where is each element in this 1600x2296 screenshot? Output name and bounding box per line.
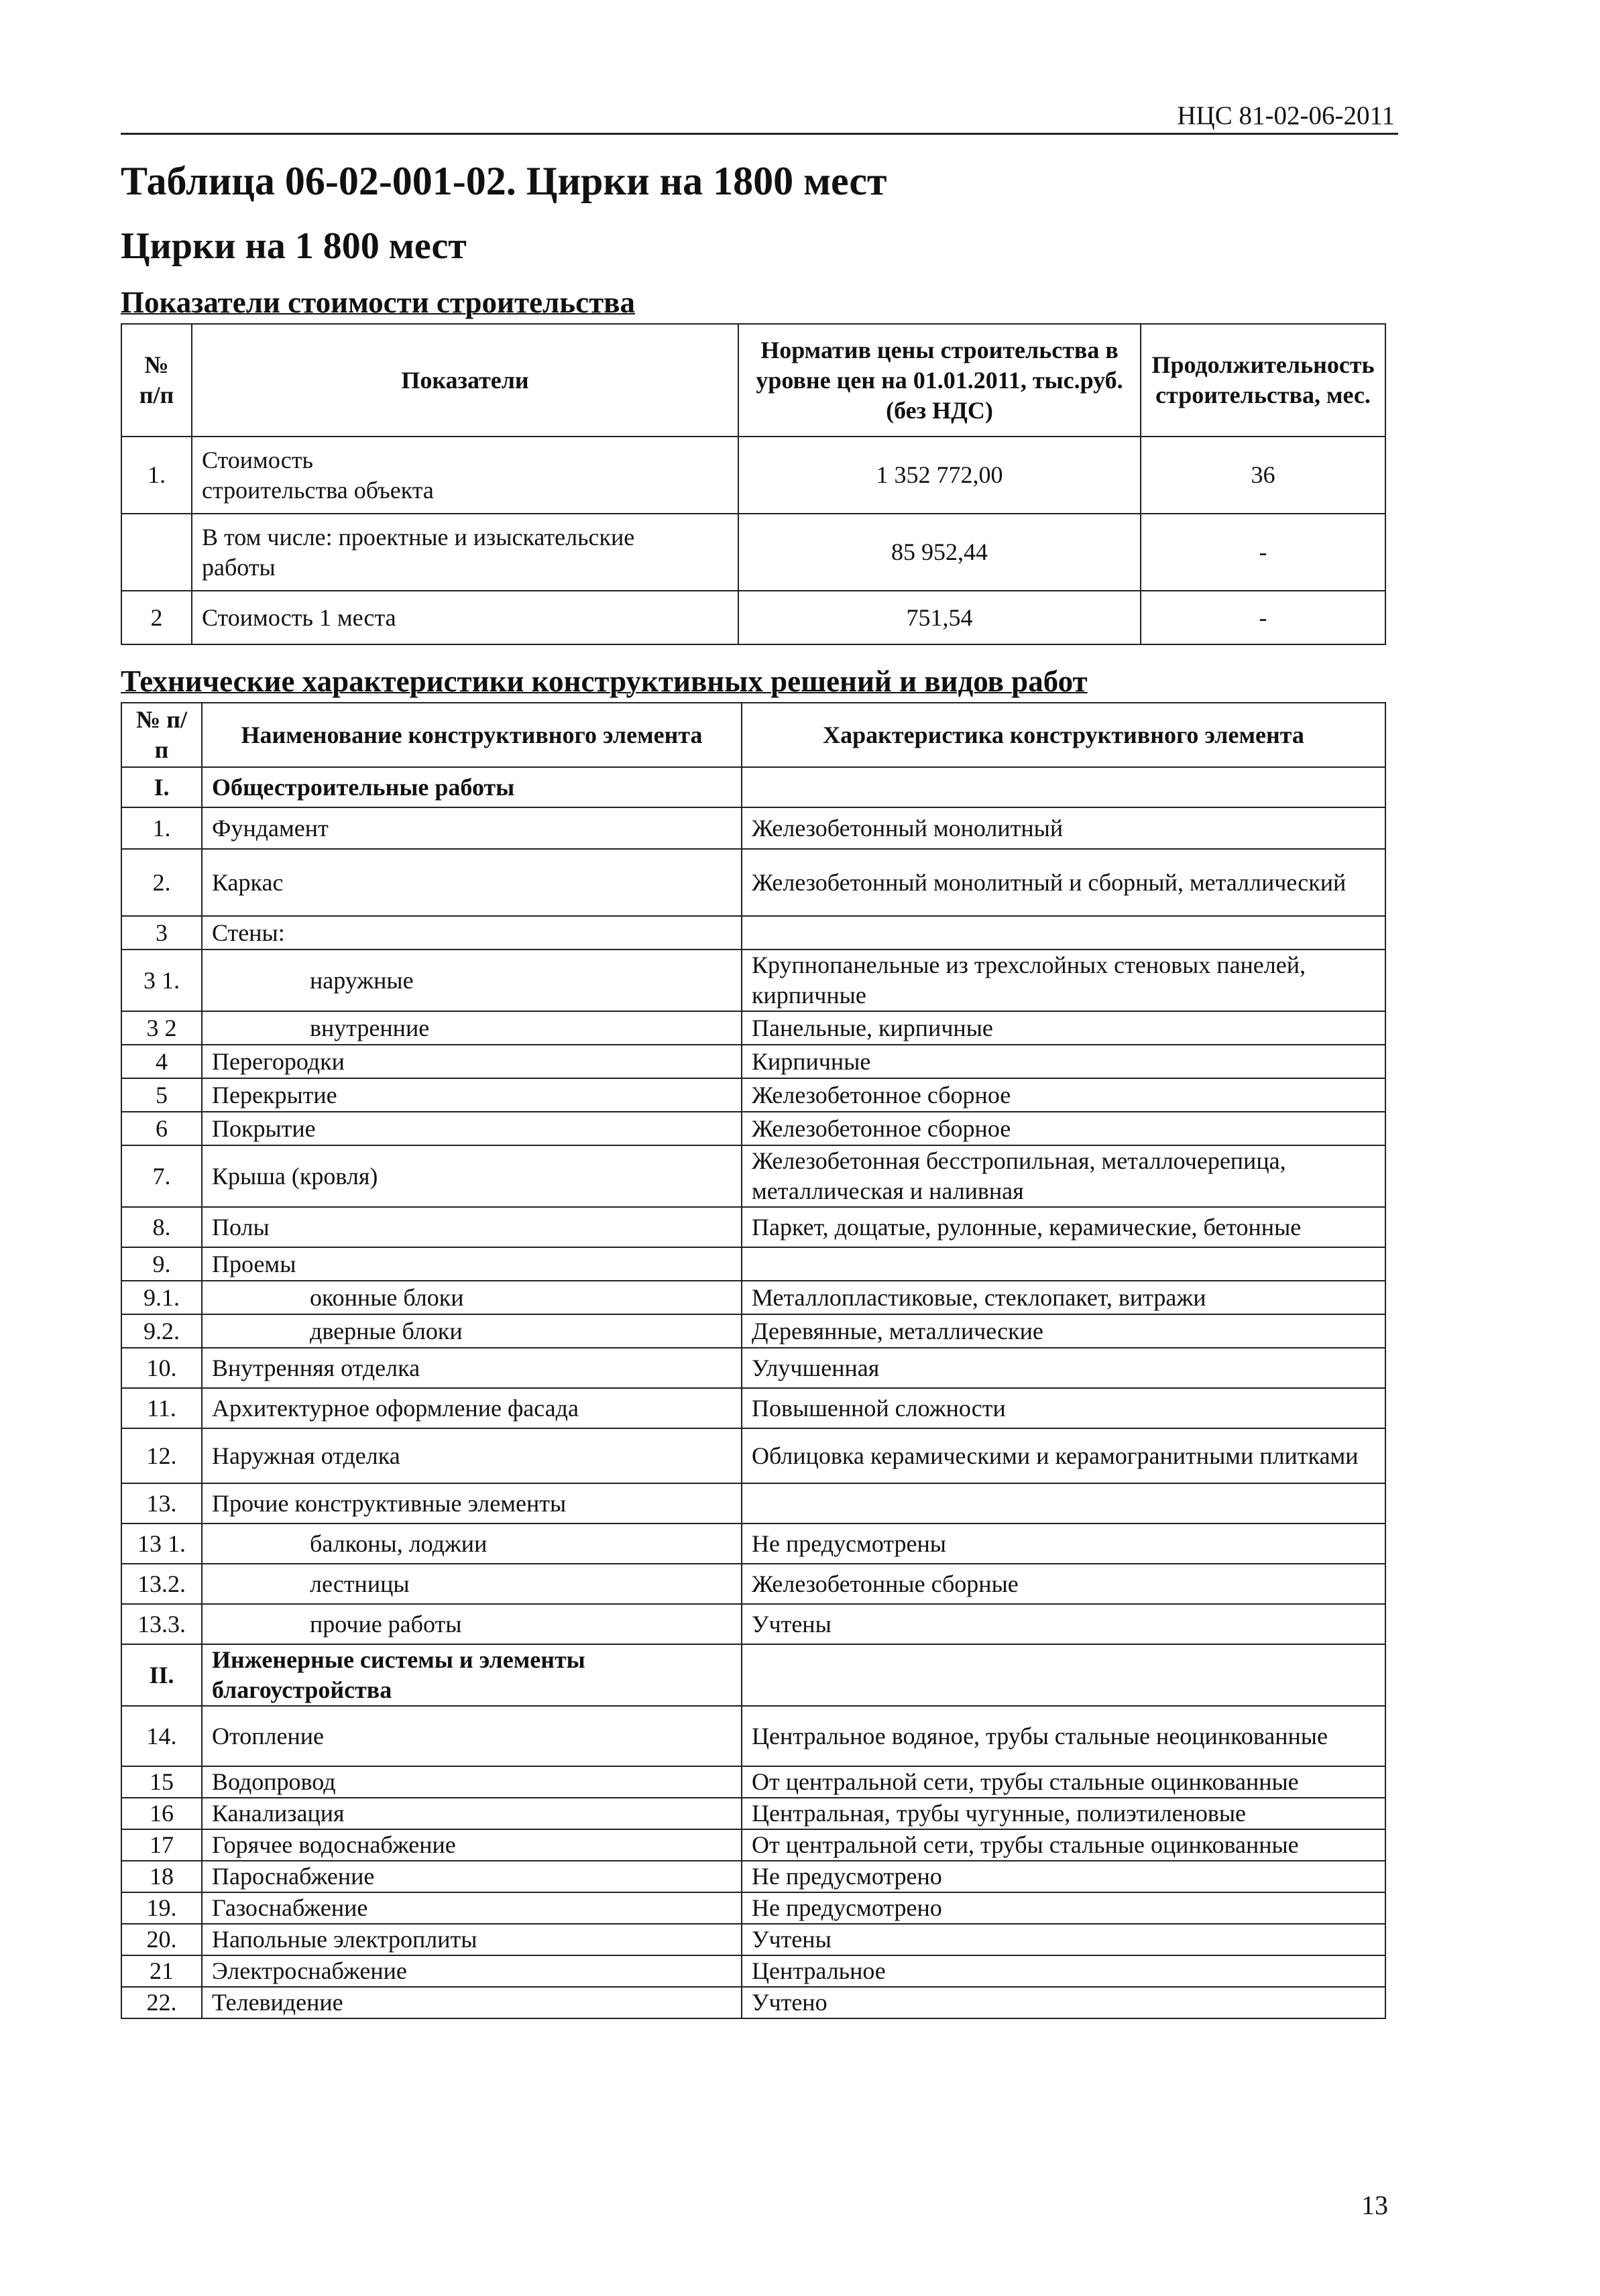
tech-row	[121, 807, 1385, 849]
tech-row-characteristic: Железобетонный монолитный	[742, 807, 1385, 849]
tech-row	[121, 1314, 1385, 1348]
tech-row-element: Канализация	[202, 1798, 742, 1829]
tech-row-characteristic: Улучшенная	[742, 1348, 1385, 1388]
tech-row-element: прочие работы	[202, 1604, 742, 1644]
page-number: 13	[1361, 2190, 1388, 2220]
tech-row-num: 13.3.	[121, 1604, 202, 1644]
tech-row-num: 22.	[121, 1987, 202, 2018]
tech-row-element: Фундамент	[202, 807, 742, 849]
tech-row	[121, 1564, 1385, 1604]
tech-row-characteristic: Не предусмотрено	[742, 1861, 1385, 1892]
tech-row	[121, 1281, 1385, 1314]
tech-row-num: 1.	[121, 807, 202, 849]
tech-row-element: Крыша (кровля)	[202, 1145, 742, 1207]
tech-row-element: Покрытие	[202, 1112, 742, 1145]
tech-row-element: Горячее водоснабжение	[202, 1829, 742, 1861]
cost-row-name: Стоимость строительства объекта	[192, 437, 738, 514]
tech-row-characteristic	[742, 916, 1385, 950]
cost-col-price: Норматив цены строительства в уровне цен на 01.01.2011, тыс.руб. (без НДС)	[738, 324, 1141, 437]
tech-row-characteristic: Кирпичные	[742, 1045, 1385, 1078]
tech-row-num: 18	[121, 1861, 202, 1892]
tech-row-characteristic: Учтено	[742, 1987, 1385, 2018]
tech-row-characteristic: Повышенной сложности	[742, 1388, 1385, 1428]
tech-row	[121, 1207, 1385, 1247]
cost-table-header	[121, 324, 1385, 437]
tech-row	[121, 1145, 1385, 1207]
tech-row	[121, 849, 1385, 916]
tech-row	[121, 1428, 1385, 1483]
tech-row-num: I.	[121, 767, 202, 807]
tech-table-header	[121, 703, 1385, 767]
tech-row-element: Перегородки	[202, 1045, 742, 1078]
tech-section-title: Технические характеристики конструктивных решений и видов работ	[121, 665, 1088, 698]
cost-col-duration: Продолжительность строительства, мес.	[1141, 324, 1385, 437]
cost-col-num: № п/п	[121, 324, 192, 437]
tech-row-num: 13 1.	[121, 1524, 202, 1564]
tech-row-num: 19.	[121, 1892, 202, 1924]
tech-row-characteristic: Железобетонное сборное	[742, 1112, 1385, 1145]
tech-row-element: внутренние	[202, 1011, 742, 1045]
tech-row-element: Перекрытие	[202, 1078, 742, 1112]
tech-row-num: 8.	[121, 1207, 202, 1247]
tech-row-characteristic	[742, 1247, 1385, 1281]
tech-row	[121, 1011, 1385, 1045]
tech-row-num: 20.	[121, 1924, 202, 1955]
tech-row-num: 13.	[121, 1483, 202, 1524]
tech-row-characteristic: Не предусмотрены	[742, 1524, 1385, 1564]
tech-row-element: балконы, лоджии	[202, 1524, 742, 1564]
tech-row	[121, 1861, 1385, 1892]
cost-row-duration: -	[1141, 514, 1385, 591]
tech-row-characteristic: Панельные, кирпичные	[742, 1011, 1385, 1045]
tech-row-element: Водопровод	[202, 1766, 742, 1798]
tech-row	[121, 916, 1385, 950]
tech-row-element: Телевидение	[202, 1987, 742, 2018]
tech-row	[121, 1388, 1385, 1428]
tech-row	[121, 1483, 1385, 1524]
tech-row	[121, 1604, 1385, 1644]
tech-col-element: Наименование конструктивного элемента	[202, 703, 742, 767]
tech-row-element: оконные блоки	[202, 1281, 742, 1314]
tech-row-element: Напольные электроплиты	[202, 1924, 742, 1955]
cost-row-price: 751,54	[738, 591, 1141, 644]
tech-row-characteristic: Железобетонное сборное	[742, 1078, 1385, 1112]
tech-row-element: дверные блоки	[202, 1314, 742, 1348]
cost-row-name: В том числе: проектные и изыскательские работы	[192, 514, 738, 591]
cost-row	[121, 437, 1385, 514]
tech-row-characteristic: Центральная, трубы чугунные, полиэтиленовые	[742, 1798, 1385, 1829]
document-code: НЦС 81-02-06-2011	[1177, 101, 1395, 130]
tech-row-num: 4	[121, 1045, 202, 1078]
tech-row-element: Пароснабжение	[202, 1861, 742, 1892]
tech-row	[121, 1955, 1385, 1987]
cost-row	[121, 591, 1385, 644]
tech-row-element: Прочие конструктивные элементы	[202, 1483, 742, 1524]
tech-row-element: наружные	[202, 950, 742, 1011]
tech-row	[121, 1078, 1385, 1112]
tech-row	[121, 1706, 1385, 1766]
cost-row-price: 85 952,44	[738, 514, 1141, 591]
tech-row	[121, 1798, 1385, 1829]
tech-col-num: № п/п	[121, 703, 202, 767]
tech-row-element: Проемы	[202, 1247, 742, 1281]
header-rule	[121, 133, 1398, 135]
tech-row	[121, 1829, 1385, 1861]
tech-row-num: 6	[121, 1112, 202, 1145]
tech-row-characteristic: Деревянные, металлические	[742, 1314, 1385, 1348]
tech-row-characteristic	[742, 1483, 1385, 1524]
tech-row-num: 7.	[121, 1145, 202, 1207]
cost-row-name: Стоимость 1 места	[192, 591, 738, 644]
tech-row-num: 5	[121, 1078, 202, 1112]
tech-row	[121, 1247, 1385, 1281]
tech-table	[121, 702, 1386, 2019]
tech-row-characteristic: Не предусмотрено	[742, 1892, 1385, 1924]
tech-row-characteristic: Крупнопанельные из трехслойных стеновых панелей, кирпичные	[742, 950, 1385, 1011]
tech-row	[121, 767, 1385, 807]
tech-row-characteristic: Учтены	[742, 1924, 1385, 1955]
tech-row-element: Инженерные системы и элементы благоустройства	[202, 1644, 742, 1706]
tech-row-characteristic: От центральной сети, трубы стальные оцинкованные	[742, 1766, 1385, 1798]
tech-row-num: 2.	[121, 849, 202, 916]
tech-row-characteristic: Облицовка керамическими и керамогранитными плитками	[742, 1428, 1385, 1483]
tech-row-num: 15	[121, 1766, 202, 1798]
tech-row	[121, 1348, 1385, 1388]
tech-row	[121, 1045, 1385, 1078]
tech-row-characteristic: Железобетонная бесстропильная, металлочерепица, металлическая и наливная	[742, 1145, 1385, 1207]
tech-row-characteristic: Центральное водяное, трубы стальные неоцинкованные	[742, 1706, 1385, 1766]
tech-row-characteristic	[742, 1644, 1385, 1706]
tech-row-characteristic: Учтены	[742, 1604, 1385, 1644]
cost-row-duration: 36	[1141, 437, 1385, 514]
tech-row-num: 10.	[121, 1348, 202, 1388]
tech-row-element: Внутренняя отделка	[202, 1348, 742, 1388]
tech-row-element: Газоснабжение	[202, 1892, 742, 1924]
tech-row-num: 12.	[121, 1428, 202, 1483]
tech-row-element: Стены:	[202, 916, 742, 950]
tech-row	[121, 1112, 1385, 1145]
tech-row-element: Отопление	[202, 1706, 742, 1766]
tech-row-element: Общестроительные работы	[202, 767, 742, 807]
tech-row-characteristic: Железобетонный монолитный и сборный, металлический	[742, 849, 1385, 916]
cost-row	[121, 514, 1385, 591]
cost-table	[121, 323, 1386, 645]
tech-row-characteristic	[742, 767, 1385, 807]
cost-row-num	[121, 514, 192, 591]
tech-row-num: 14.	[121, 1706, 202, 1766]
cost-row-num: 2	[121, 591, 192, 644]
tech-row-num: 9.	[121, 1247, 202, 1281]
tech-row-num: 3 1.	[121, 950, 202, 1011]
tech-row-element: лестницы	[202, 1564, 742, 1604]
tech-col-characteristic: Характеристика конструктивного элемента	[742, 703, 1385, 767]
tech-row-num: 3	[121, 916, 202, 950]
tech-row-characteristic: Паркет, дощатые, рулонные, керамические, бетонные	[742, 1207, 1385, 1247]
tech-row-num: 3 2	[121, 1011, 202, 1045]
tech-row-element: Полы	[202, 1207, 742, 1247]
tech-row-num: II.	[121, 1644, 202, 1706]
tech-row-num: 13.2.	[121, 1564, 202, 1604]
cost-row-num: 1.	[121, 437, 192, 514]
tech-row-characteristic: От центральной сети, трубы стальные оцинкованные	[742, 1829, 1385, 1861]
tech-row-num: 11.	[121, 1388, 202, 1428]
tech-row-num: 9.1.	[121, 1281, 202, 1314]
tech-row-characteristic: Железобетонные сборные	[742, 1564, 1385, 1604]
tech-row-num: 21	[121, 1955, 202, 1987]
cost-col-indicator: Показатели	[192, 324, 738, 437]
tech-row-characteristic: Центральное	[742, 1955, 1385, 1987]
tech-row-element: Архитектурное оформление фасада	[202, 1388, 742, 1428]
tech-row	[121, 1987, 1385, 2018]
tech-row	[121, 1924, 1385, 1955]
tech-row	[121, 1892, 1385, 1924]
tech-row	[121, 1644, 1385, 1706]
tech-row	[121, 1766, 1385, 1798]
tech-row-num: 17	[121, 1829, 202, 1861]
tech-row-num: 9.2.	[121, 1314, 202, 1348]
tech-row-element: Наружная отделка	[202, 1428, 742, 1483]
tech-row-characteristic: Металлопластиковые, стеклопакет, витражи	[742, 1281, 1385, 1314]
table-title: Таблица 06-02-001-02. Цирки на 1800 мест	[121, 159, 887, 203]
tech-row	[121, 1524, 1385, 1564]
tech-row	[121, 950, 1385, 1011]
tech-row-element: Каркас	[202, 849, 742, 916]
cost-section-title: Показатели стоимости строительства	[121, 286, 635, 319]
cost-row-duration: -	[1141, 591, 1385, 644]
cost-row-price: 1 352 772,00	[738, 437, 1141, 514]
page-title: Цирки на 1 800 мест	[121, 225, 467, 267]
tech-row-element: Электроснабжение	[202, 1955, 742, 1987]
tech-row-num: 16	[121, 1798, 202, 1829]
